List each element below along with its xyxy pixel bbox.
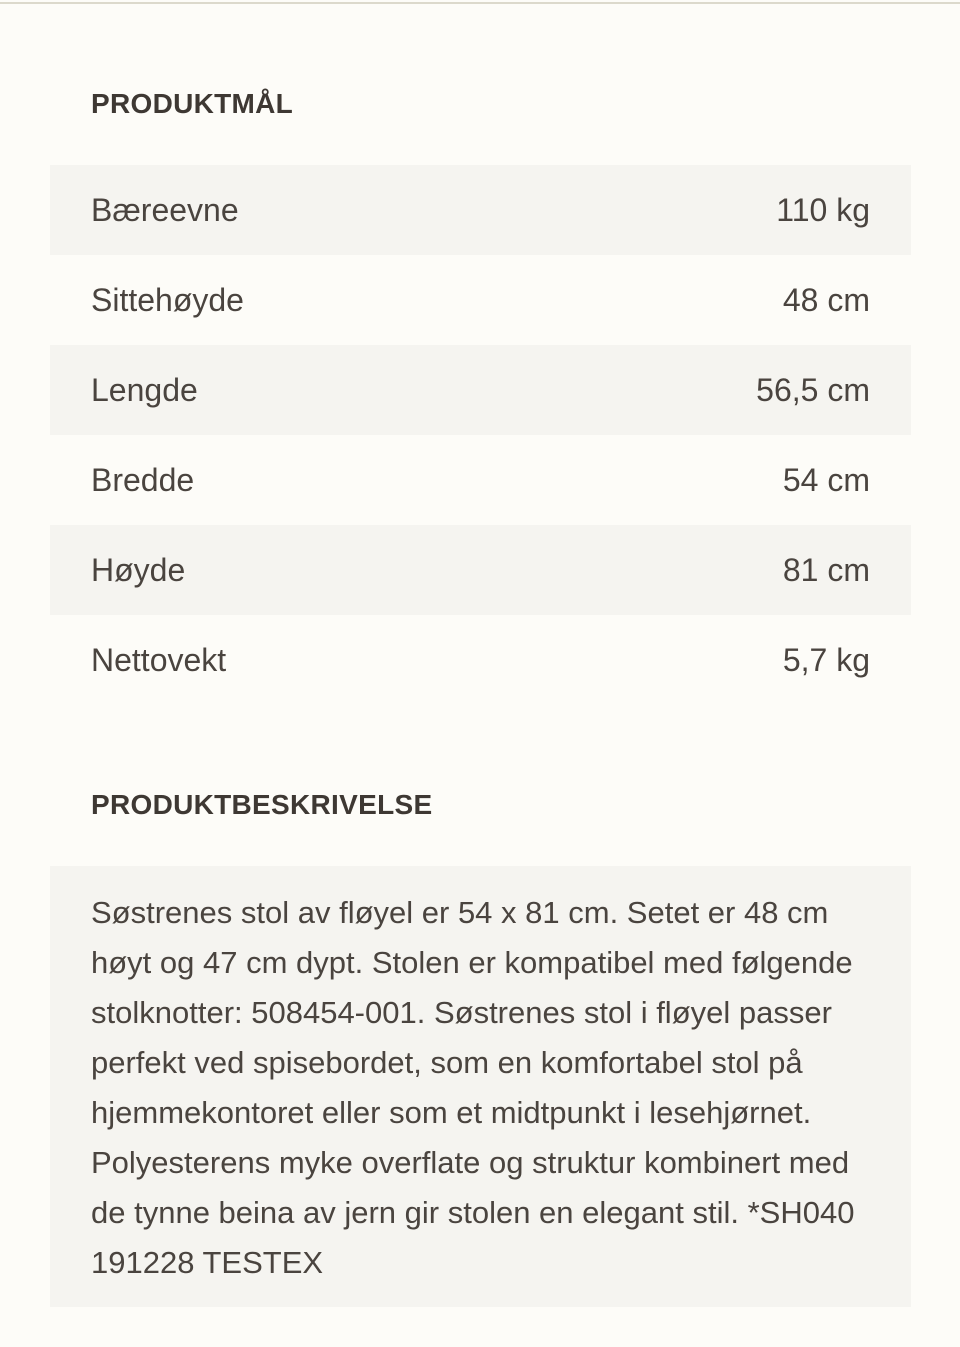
product-description-text: Søstrenes stol av fløyel er 54 x 81 cm. Setet er 48 cm høyt og 47 cm dypt. Stolen er kompatibel med følgende stolknotter: 508454-001. Søstrenes stol i fløyel passer perfekt ved spisebordet, som en komfortabel stol på hjemmekontoret eller som et midtpunkt i lesehjørnet. Polyesterens myke overflate og struktur kombinert med de tynne beina av jern gir stolen en elegant stil. *SH040 191228 TESTEX — [91, 895, 855, 1280]
table-row — [50, 435, 911, 525]
dimension-value: 54 cm — [782, 461, 870, 498]
product-dimensions-heading: PRODUKTMÅL — [91, 88, 294, 119]
table-row — [50, 255, 911, 345]
product-description-heading: PRODUKTBESKRIVELSE — [91, 789, 433, 820]
table-row — [50, 165, 911, 255]
dimension-label: Sittehøyde — [91, 281, 244, 318]
dimension-value: 56,5 cm — [756, 371, 870, 408]
dimension-label: Bæreevne — [91, 191, 239, 228]
dimension-value: 5,7 kg — [782, 641, 870, 678]
dimension-label: Lengde — [91, 371, 198, 408]
dimension-label: Høyde — [91, 551, 186, 588]
product-dimensions-table — [50, 165, 911, 705]
table-row — [50, 345, 911, 435]
table-row — [50, 615, 911, 705]
dimension-value: 81 cm — [782, 551, 870, 588]
product-description-box — [50, 866, 911, 1307]
dimension-value: 48 cm — [782, 281, 870, 318]
table-row — [50, 525, 911, 615]
dimension-value: 110 kg — [776, 191, 870, 228]
dimension-label: Bredde — [91, 461, 195, 498]
dimension-label: Nettovekt — [91, 641, 227, 678]
top-divider — [0, 0, 960, 4]
